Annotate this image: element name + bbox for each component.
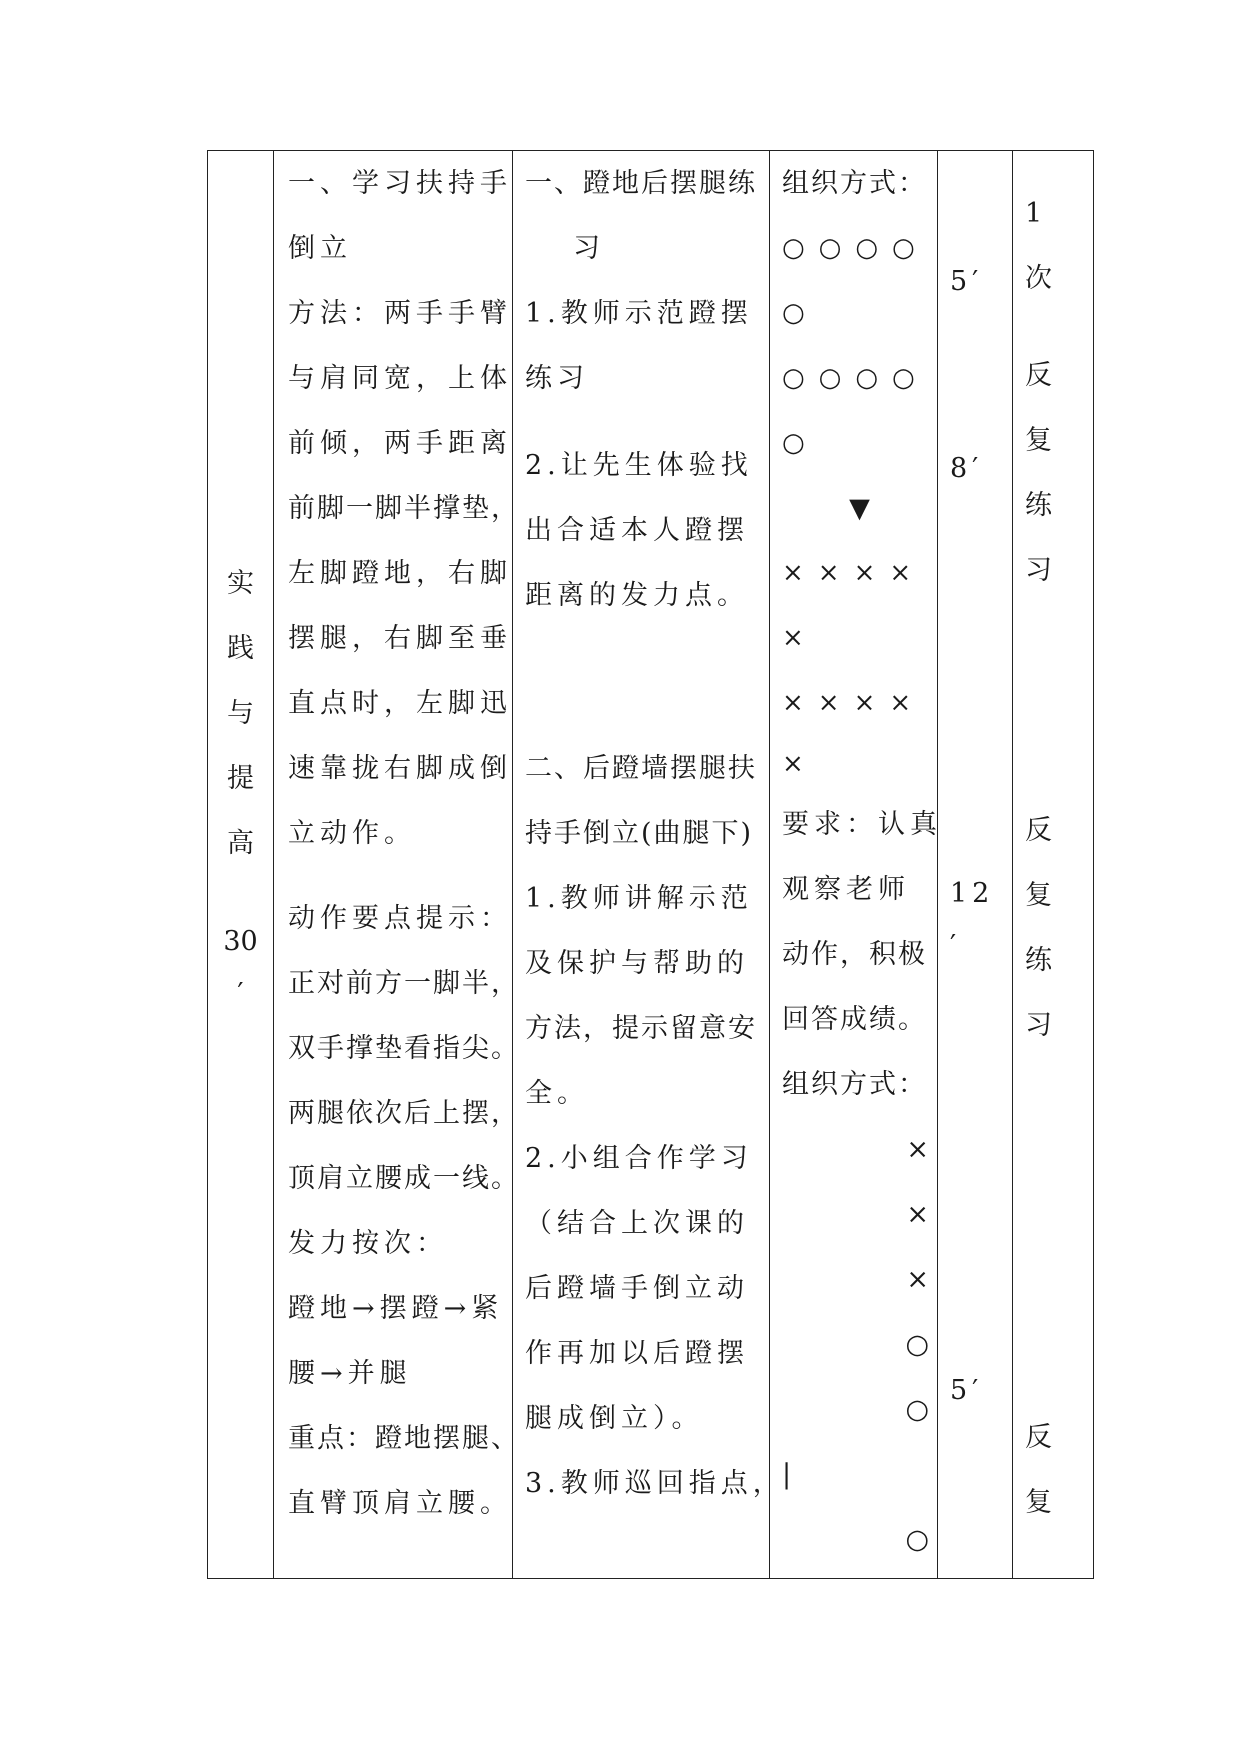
- formation-mark: ×: [906, 1199, 929, 1230]
- method-line: 全。: [525, 1078, 589, 1109]
- method-cell: [513, 151, 785, 1579]
- student-formation-row: ××××: [782, 558, 926, 588]
- student-formation-row: ○○○○: [782, 363, 929, 393]
- organization-label: 组织方式：: [782, 1069, 927, 1100]
- student-formation-row: ○○○○: [782, 233, 929, 263]
- content-line: 立动作。: [288, 818, 416, 849]
- time-value: 8′: [950, 453, 984, 484]
- time-value: 12: [950, 878, 995, 909]
- content-line: 左脚蹬地，右脚: [288, 558, 512, 589]
- method-line: 持手倒立(曲腿下): [525, 818, 754, 849]
- method-section-title: 一、蹬地后摆腿练: [525, 168, 757, 199]
- section-label-char: 与: [227, 698, 254, 729]
- content-line: 腰→并腿: [288, 1358, 412, 1389]
- method-line: 3.教师巡回指点，: [525, 1468, 785, 1499]
- time-value: 5′: [950, 1375, 984, 1406]
- repetition-line: 反: [1025, 815, 1057, 846]
- time-value: ′: [950, 930, 962, 961]
- repetition-line: 习: [1025, 555, 1057, 586]
- student-formation-row: ○: [782, 428, 819, 458]
- repetition-line: 反: [1025, 1422, 1057, 1453]
- formation-mark: ○: [905, 1524, 929, 1555]
- content-line: 速靠拢右脚成倒: [288, 753, 512, 784]
- repetition-line: 复: [1025, 425, 1057, 456]
- teacher-marker: ▼: [849, 493, 870, 524]
- section-label-char: 提: [227, 763, 254, 794]
- content-line: 方法：两手手臂: [288, 298, 512, 329]
- method-line: 2.小组合作学习: [525, 1143, 753, 1174]
- formation-mark: ×: [906, 1264, 929, 1295]
- time-cell: [938, 151, 1013, 1579]
- content-line: 两腿依次后上摆，: [288, 1098, 520, 1129]
- section-label-char: 实: [227, 568, 254, 599]
- formation-mark: ○: [905, 1329, 929, 1360]
- formation-mark: ×: [906, 1134, 929, 1165]
- content-line: 倒立: [288, 233, 352, 264]
- content-line: 前倾，两手距离: [288, 428, 512, 459]
- repetition-line: 反: [1025, 360, 1057, 391]
- repetition-line: 复: [1025, 880, 1057, 911]
- content-line: 与肩同宽，上体: [288, 363, 512, 394]
- table-row: [208, 151, 1094, 1579]
- method-line: 练习: [525, 363, 589, 394]
- content-line: 摆腿，右脚至垂: [288, 623, 512, 654]
- section-label-char: 践: [227, 633, 254, 664]
- content-line: 蹬地→摆蹬→紧: [288, 1293, 504, 1324]
- section-duration: 30: [223, 926, 258, 957]
- method-line: 腿成倒立）。: [525, 1403, 704, 1434]
- content-line: 发力按次：: [288, 1228, 448, 1259]
- time-value: 5′: [950, 266, 984, 297]
- student-formation-row: ○: [782, 298, 819, 328]
- method-section-title: 习: [573, 233, 605, 264]
- content-line: 重点：蹬地摆腿、: [288, 1423, 520, 1454]
- section-label-char: 高: [227, 828, 254, 859]
- method-section-title: 二、后蹬墙摆腿扶: [525, 753, 757, 784]
- method-line: 方法，提示留意安: [525, 1013, 757, 1044]
- method-line: 距离的发力点。: [525, 580, 749, 611]
- method-line: 及保护与帮助的: [525, 948, 749, 979]
- student-formation-row: ×: [782, 623, 818, 653]
- content-line: 顶肩立腰成一线。: [288, 1163, 520, 1194]
- student-formation-row: ×: [782, 749, 818, 779]
- requirement-line: 要求：认真: [782, 809, 942, 840]
- wall-mark: |: [782, 1459, 797, 1490]
- key-points-heading: 动作要点提示：: [288, 903, 512, 934]
- content-line: 前脚一脚半撑垫，: [288, 493, 520, 524]
- requirement-line: 动作，积极: [782, 939, 927, 970]
- repetition-line: 习: [1025, 1010, 1057, 1041]
- requirement-line: 观察老师: [782, 874, 910, 905]
- organization-cell: [770, 151, 942, 1579]
- method-line: 1.教师示范蹬摆: [525, 298, 753, 329]
- repetition-cell: [1013, 151, 1094, 1579]
- repetition-line: 练: [1025, 490, 1057, 521]
- lesson-plan-table: [207, 150, 1094, 1579]
- content-line: 直点时，左脚迅: [288, 688, 512, 719]
- organization-label: 组织方式：: [782, 168, 927, 199]
- method-line: 作再加以后蹬摆: [525, 1338, 749, 1369]
- requirement-line: 回答成绩。: [782, 1004, 927, 1035]
- repetition-line: 1: [1025, 198, 1048, 229]
- repetition-line: 复: [1025, 1487, 1057, 1518]
- section-label-cell: [208, 151, 274, 1579]
- repetition-line: 练: [1025, 945, 1057, 976]
- student-formation-row: ××××: [782, 688, 926, 718]
- method-line: （结合上次课的: [525, 1208, 749, 1239]
- content-line: 正对前方一脚半，: [288, 968, 520, 999]
- content-line: 直臂顶肩立腰。: [288, 1488, 512, 1519]
- section-duration-unit: ′: [237, 978, 244, 1009]
- content-cell: [274, 151, 520, 1579]
- method-line: 后蹬墙手倒立动: [525, 1273, 749, 1304]
- content-line: 一、学习扶持手: [288, 168, 512, 199]
- method-line: 2.让先生体验找: [525, 450, 753, 481]
- repetition-line: 次: [1025, 263, 1057, 294]
- content-line: 双手撑垫看指尖。: [288, 1033, 520, 1064]
- formation-mark: ○: [905, 1394, 929, 1425]
- method-line: 1.教师讲解示范: [525, 883, 753, 914]
- method-line: 出合适本人蹬摆: [525, 515, 749, 546]
